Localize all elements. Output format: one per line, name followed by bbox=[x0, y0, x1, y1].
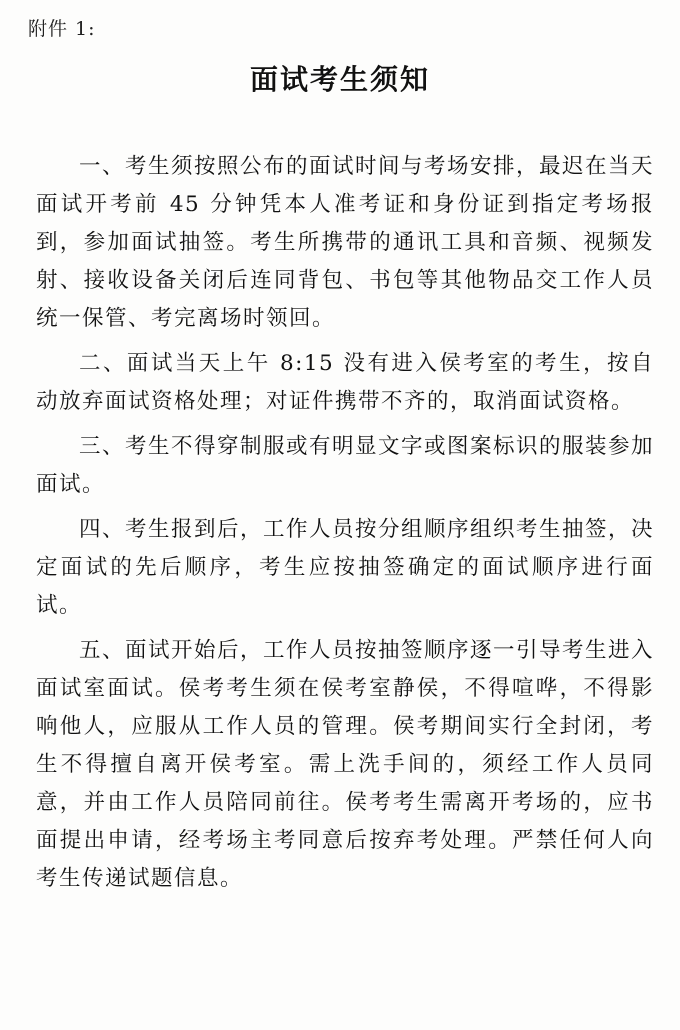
paragraph-3: 三、考生不得穿制服或有明显文字或图案标识的服装参加面试。 bbox=[36, 434, 655, 497]
attachment-label: 附件 1: bbox=[28, 18, 96, 40]
paragraph-2: 二、面试当天上午 8:15 没有进入侯考室的考生，按自动放弃面试资格处理；对证件携带不齐的，取消面试资格。 bbox=[36, 351, 654, 414]
document-title: 面试考生须知 bbox=[249, 63, 430, 96]
paragraph-1: 一、考生须按照公布的面试时间与考场安排，最迟在当天面试开考前 45 分钟凭本人准考证和身份证到指定考场报到，参加面试抽签。考生所携带的通讯工具和音频、视频发射、接收设备关闭后连同背包、书包等其他物品交工作人员统一保管、考完离场时领回。 bbox=[36, 154, 655, 331]
document-body bbox=[36, 148, 654, 905]
paragraph-4: 四、考生报到后，工作人员按分组顺序组织考生抽签，决定面试的先后顺序，考生应按抽签确定的面试顺序进行面试。 bbox=[36, 517, 655, 618]
paragraph-5: 五、面试开始后，工作人员按抽签顺序逐一引导考生进入面试室面试。侯考考生须在侯考室静侯，不得喧哗，不得影响他人，应服从工作人员的管理。侯考期间实行全封闭，考生不得擅自离开侯考室。需上洗手间的，须经工作人员同意，并由工作人员陪同前往。侯考考生需离开考场的，应书面提出申请，经考场主考同意后按弃考处理。严禁任何人向考生传递试题信息。 bbox=[36, 638, 655, 891]
